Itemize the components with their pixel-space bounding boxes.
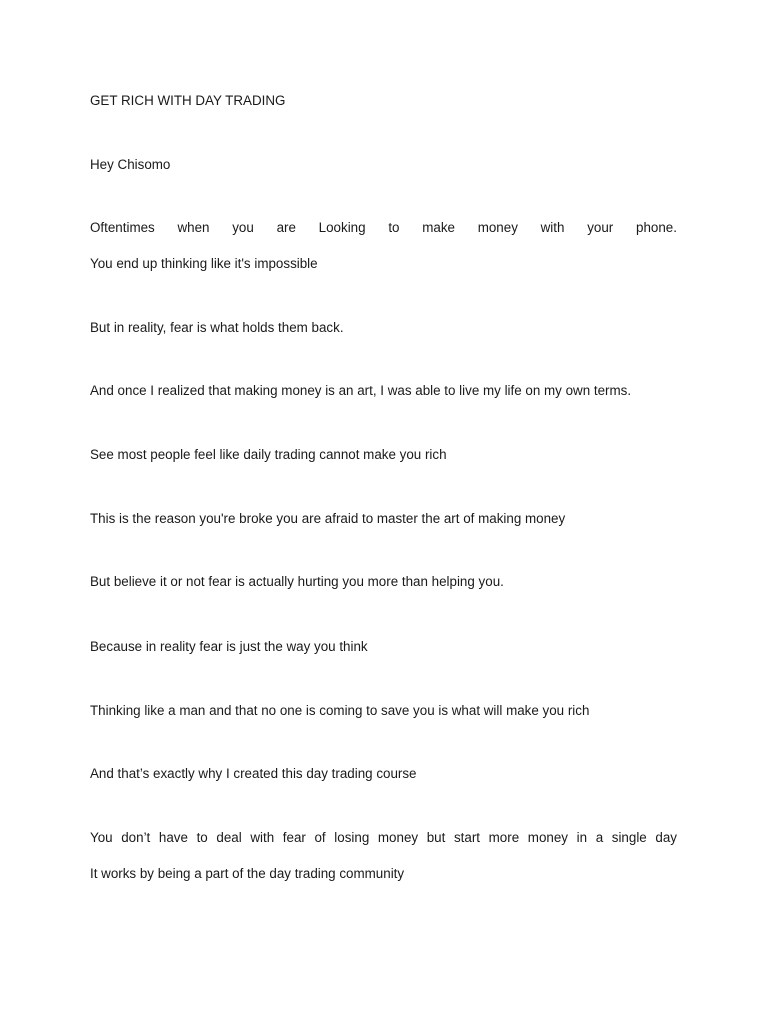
greeting: Hey Chisomo bbox=[90, 157, 171, 172]
word: You bbox=[90, 830, 113, 845]
word: fear bbox=[282, 830, 306, 845]
word: losing bbox=[334, 830, 370, 845]
word: of bbox=[314, 830, 326, 845]
word: Oftentimes bbox=[90, 220, 155, 235]
word: a bbox=[595, 830, 604, 845]
word: to bbox=[388, 220, 400, 235]
word: have bbox=[158, 830, 188, 845]
word: money bbox=[527, 830, 568, 845]
word: when bbox=[177, 220, 210, 235]
word: are bbox=[276, 220, 296, 235]
paragraph-7: Because in reality fear is just the way you think bbox=[90, 639, 368, 654]
paragraph-10-line-1 bbox=[90, 831, 677, 844]
paragraph-2: But in reality, fear is what holds them back. bbox=[90, 320, 344, 335]
word: don’t bbox=[121, 830, 151, 845]
paragraph-6: But believe it or not fear is actually hurting you more than helping you. bbox=[90, 574, 504, 589]
paragraph-8: Thinking like a man and that no one is coming to save you is what will make you rich bbox=[90, 703, 590, 718]
paragraph-1-line-1 bbox=[90, 221, 677, 234]
word: phone. bbox=[636, 220, 677, 235]
word: money bbox=[477, 220, 518, 235]
word: money bbox=[377, 830, 419, 845]
word: make bbox=[422, 220, 455, 235]
word: with bbox=[540, 220, 565, 235]
paragraph-3: And once I realized that making money is an art, I was able to live my life on my own terms. bbox=[90, 383, 632, 398]
paragraph-4: See most people feel like daily trading cannot make you rich bbox=[90, 447, 447, 462]
paragraph-1-line-2: You end up thinking like it's impossible bbox=[90, 256, 318, 271]
paragraph-10-line-2: It works by being a part of the day trading community bbox=[90, 866, 405, 881]
word: start bbox=[453, 830, 481, 845]
word: more bbox=[488, 830, 520, 845]
paragraph-9: And that’s exactly why I created this day trading course bbox=[90, 766, 417, 781]
word: Looking bbox=[318, 220, 366, 235]
word: day bbox=[655, 830, 677, 845]
word: with bbox=[250, 830, 275, 845]
word: single bbox=[611, 830, 647, 845]
word: in bbox=[576, 830, 588, 845]
word: but bbox=[426, 830, 446, 845]
word: your bbox=[587, 220, 614, 235]
word: to bbox=[196, 830, 208, 845]
word: you bbox=[232, 220, 254, 235]
document-title: GET RICH WITH DAY TRADING bbox=[90, 93, 286, 108]
paragraph-5: This is the reason you're broke you are afraid to master the art of making money bbox=[90, 511, 566, 526]
word: deal bbox=[216, 830, 242, 845]
